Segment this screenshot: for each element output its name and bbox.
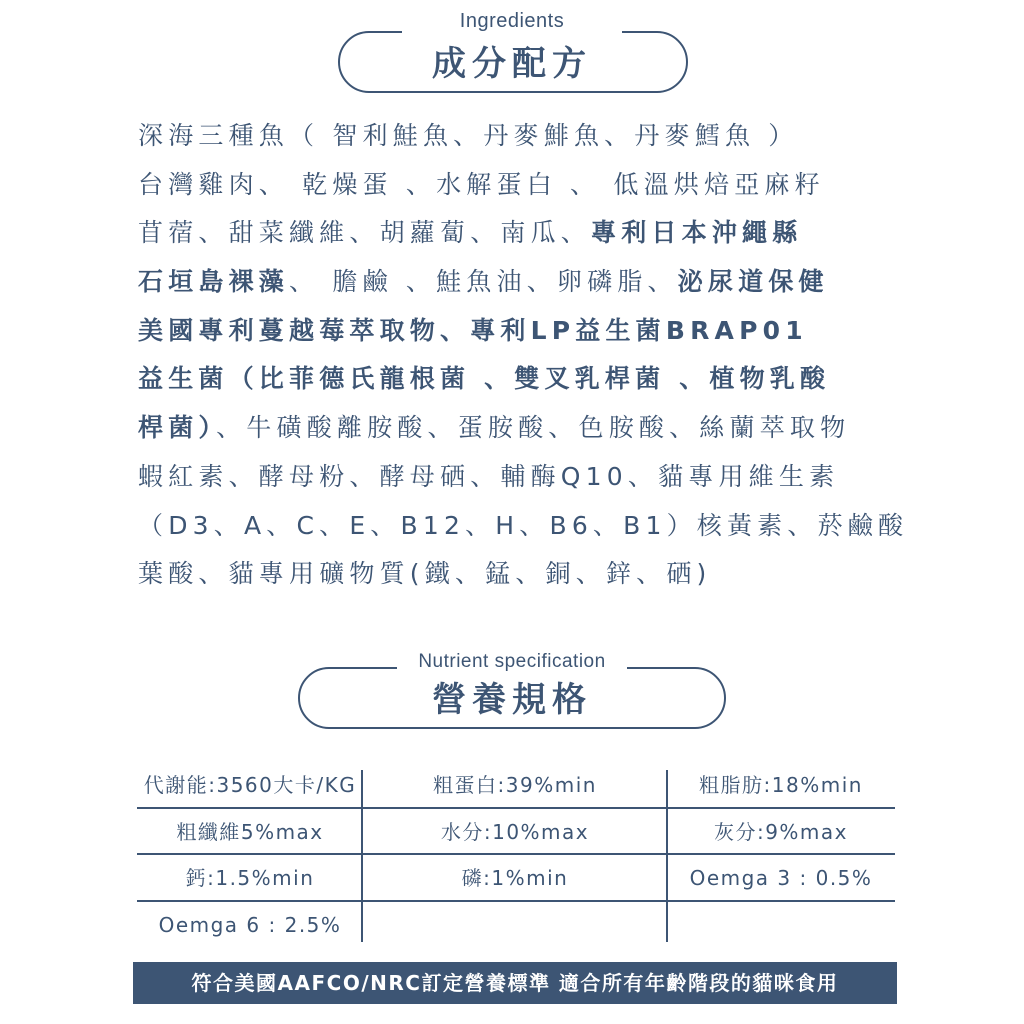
table-row (137, 762, 895, 809)
table-cell: 粗脂肪:18%min (699, 773, 863, 797)
ingredient-line (138, 161, 898, 210)
table-cell: Oemga 3 : 0.5% (689, 866, 873, 890)
table-row (137, 902, 895, 949)
ingredient-highlight: 美國專利蔓越莓萃取物、專利LP益生菌BRAP01 (138, 315, 808, 345)
table-cell: 磷:1%min (461, 866, 569, 890)
ingredient-highlight: 泌尿道保健 (677, 267, 829, 297)
table-cell: 灰分:9%max (713, 819, 849, 844)
ingredient-text: 、 膽鹼 、鮭魚油、卵磷脂、 (289, 267, 678, 297)
ingredient-line (138, 404, 898, 453)
table-cell: 代謝能:3560大卡/KG (143, 773, 357, 797)
ingredient-line (138, 112, 898, 161)
ingredient-highlight: 石垣島裸藻 (138, 267, 290, 297)
ingredient-line (138, 307, 898, 356)
table-row (137, 809, 895, 856)
ingredient-text: （D3、A、C、E、B12、H、B6、B1）核黃素、菸鹼酸 (138, 510, 909, 540)
table-cell: 鈣:1.5%min (185, 866, 315, 890)
nutrient-table (137, 762, 895, 948)
ingredient-text: 蝦紅素、酵母粉、酵母硒、輔酶Q10、貓專用維生素 (138, 461, 840, 491)
ingredient-text: 、牛磺酸離胺酸、蛋胺酸、色胺酸、絲蘭萃取物 (216, 413, 851, 443)
ingredient-text: 深海三種魚（ 智利鮭魚、丹麥鯡魚、丹麥鱈魚 ） (138, 121, 799, 150)
ingredient-line (138, 258, 898, 307)
table-cell: 水分:10%max (440, 819, 590, 844)
ingredient-line (138, 209, 898, 258)
ingredient-text: 葉酸、貓專用礦物質(鐵、錳、銅、鋅、硒) (138, 559, 712, 589)
ingredient-line (138, 355, 898, 404)
table-cell: 粗纖維5%max (176, 819, 324, 844)
ingredient-highlight: 專利日本沖繩縣 (591, 218, 803, 248)
table-cell (667, 902, 895, 949)
ingredient-line (138, 453, 898, 502)
ingredients-subtitle: Ingredients (402, 6, 622, 36)
ingredients-title: 成分配方 (432, 44, 592, 84)
table-cell: 粗蛋白:39%min (433, 773, 597, 797)
nutrient-subtitle: Nutrient specification (397, 648, 627, 676)
table-cell (363, 902, 667, 949)
ingredients-list (138, 112, 909, 599)
ingredient-text: 台灣雞肉、 乾燥蛋 、水解蛋白 、 低溫烘焙亞麻籽 (138, 169, 825, 199)
aafco-footer-band: 符合美國AAFCO/NRC訂定營養標準 適合所有年齡階段的貓咪食用 (133, 962, 897, 1004)
table-cell: Oemga 6 : 2.5% (158, 912, 342, 937)
ingredient-highlight: 桿菌） (138, 413, 217, 443)
ingredient-highlight: 益生菌（比菲德氏龍根菌 、雙叉乳桿菌 、植物乳酸 (138, 364, 831, 394)
ingredient-line (138, 502, 909, 551)
ingredient-line (138, 550, 898, 599)
nutrient-title: 營養規格 (432, 680, 592, 720)
ingredient-text: 苜蓿、甜菜纖維、胡蘿蔔、南瓜、 (138, 218, 592, 248)
table-row (137, 855, 895, 902)
